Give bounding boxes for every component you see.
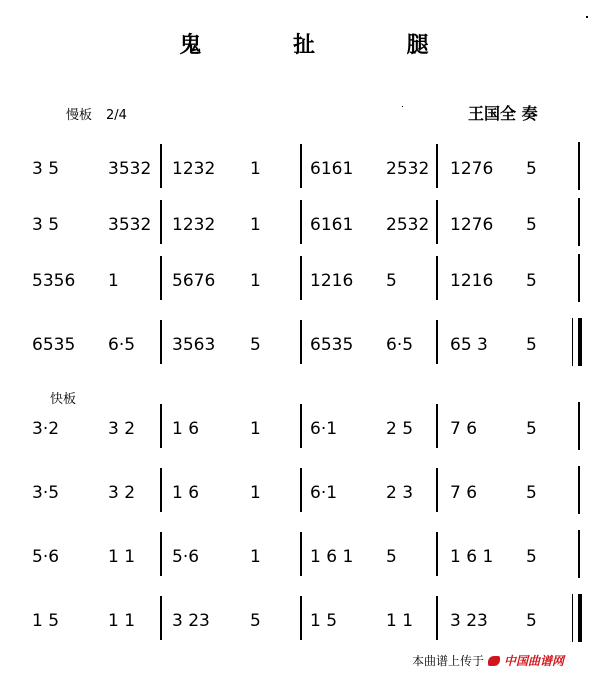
note-group: 2 3 [386,483,414,503]
note-group: 5 [526,483,537,503]
note-group: 5·6 [172,547,200,567]
note-group: 1 1 [108,611,136,631]
note-group: 1 1 [386,611,414,631]
note-group: 5 [526,159,537,179]
site-logo-icon [488,656,500,666]
bar-line [300,144,302,188]
bar-line [300,468,302,512]
upload-text: 本曲谱上传于 [412,654,485,668]
end-bar-line [578,142,580,190]
note-group: 6·1 [310,419,338,439]
notation-row [0,538,608,578]
end-bar-line [578,402,580,450]
notation-row [0,602,608,642]
note-group: 5 [386,547,397,567]
note-group: 5 [526,271,537,291]
note-group: 1 [250,215,261,235]
note-group: 3563 [172,335,216,355]
note-group: 5 [526,611,537,631]
note-group: 5 [526,335,537,355]
bar-line [160,320,162,364]
note-group: 1 6 1 [310,547,354,567]
notation-row [0,326,608,366]
bar-line [160,200,162,244]
note-group: 3 23 [172,611,210,631]
bar-line [160,144,162,188]
bar-line [160,404,162,448]
bar-line [300,200,302,244]
note-group: 1216 [450,271,494,291]
note-group: 65 3 [450,335,488,355]
note-group: 5·6 [32,547,60,567]
bar-line [160,532,162,576]
print-speck [402,106,403,107]
note-group: 6·1 [310,483,338,503]
note-group: 6·5 [108,335,136,355]
notation-row [0,410,608,450]
note-group: 3 2 [108,483,136,503]
note-group: 5 [386,271,397,291]
bar-line [300,596,302,640]
bar-line [436,532,438,576]
note-group: 1 [250,547,261,567]
end-bar-line [578,254,580,302]
tempo-slow: 慢板 [66,108,93,123]
note-group: 3 5 [32,159,60,179]
note-group: 1232 [172,159,216,179]
end-bar-line [578,594,582,642]
time-signature: 2/4 [106,108,127,123]
note-group: 3·2 [32,419,60,439]
note-group: 1216 [310,271,354,291]
notation-row [0,150,608,190]
note-group: 7 6 [450,419,478,439]
note-group: 3532 [108,215,152,235]
note-group: 2532 [386,159,430,179]
note-group: 5 [526,215,537,235]
bar-line [300,256,302,300]
note-group: 1276 [450,215,494,235]
note-group: 1 6 [172,419,200,439]
note-group: 2 5 [386,419,414,439]
bar-line [436,256,438,300]
site-name: 中国曲谱网 [504,654,565,668]
note-group: 1276 [450,159,494,179]
note-group: 5 [250,611,261,631]
double-bar-line [572,594,573,642]
note-group: 1 6 [172,483,200,503]
note-group: 1232 [172,215,216,235]
bar-line [436,144,438,188]
note-group: 1 [250,483,261,503]
bar-line [300,320,302,364]
tempo-fast: 快板 [50,392,77,407]
note-group: 3 23 [450,611,488,631]
note-group: 6535 [32,335,76,355]
upload-credit [412,652,564,669]
score-title: 鬼 扯 腿 [179,33,471,58]
note-group: 6535 [310,335,354,355]
end-bar-line [578,318,582,366]
note-group: 5356 [32,271,76,291]
note-group: 1 5 [310,611,338,631]
note-group: 1 6 1 [450,547,494,567]
note-group: 6·5 [386,335,414,355]
note-group: 1 [108,271,119,291]
note-group: 5 [526,547,537,567]
bar-line [436,320,438,364]
notation-row [0,206,608,246]
notation-row [0,262,608,302]
note-group: 5 [526,419,537,439]
bar-line [160,256,162,300]
note-group: 1 5 [32,611,60,631]
note-group: 1 1 [108,547,136,567]
double-bar-line [572,318,573,366]
bar-line [436,200,438,244]
bar-line [300,404,302,448]
note-group: 6161 [310,215,354,235]
bar-line [300,532,302,576]
note-group: 5 [250,335,261,355]
end-bar-line [578,466,580,514]
bar-line [436,404,438,448]
bar-line [436,468,438,512]
note-group: 3 2 [108,419,136,439]
note-group: 1 [250,271,261,291]
note-group: 3532 [108,159,152,179]
note-group: 2532 [386,215,430,235]
note-group: 3·5 [32,483,60,503]
bar-line [160,596,162,640]
notation-row [0,474,608,514]
note-group: 3 5 [32,215,60,235]
end-bar-line [578,198,580,246]
bar-line [436,596,438,640]
performer-credit: 王国全 奏 [468,104,538,123]
note-group: 1 [250,159,261,179]
bar-line [160,468,162,512]
note-group: 5676 [172,271,216,291]
tempo-marking [66,104,127,123]
note-group: 1 [250,419,261,439]
end-bar-line [578,530,580,578]
print-speck [586,16,588,18]
note-group: 6161 [310,159,354,179]
note-group: 7 6 [450,483,478,503]
